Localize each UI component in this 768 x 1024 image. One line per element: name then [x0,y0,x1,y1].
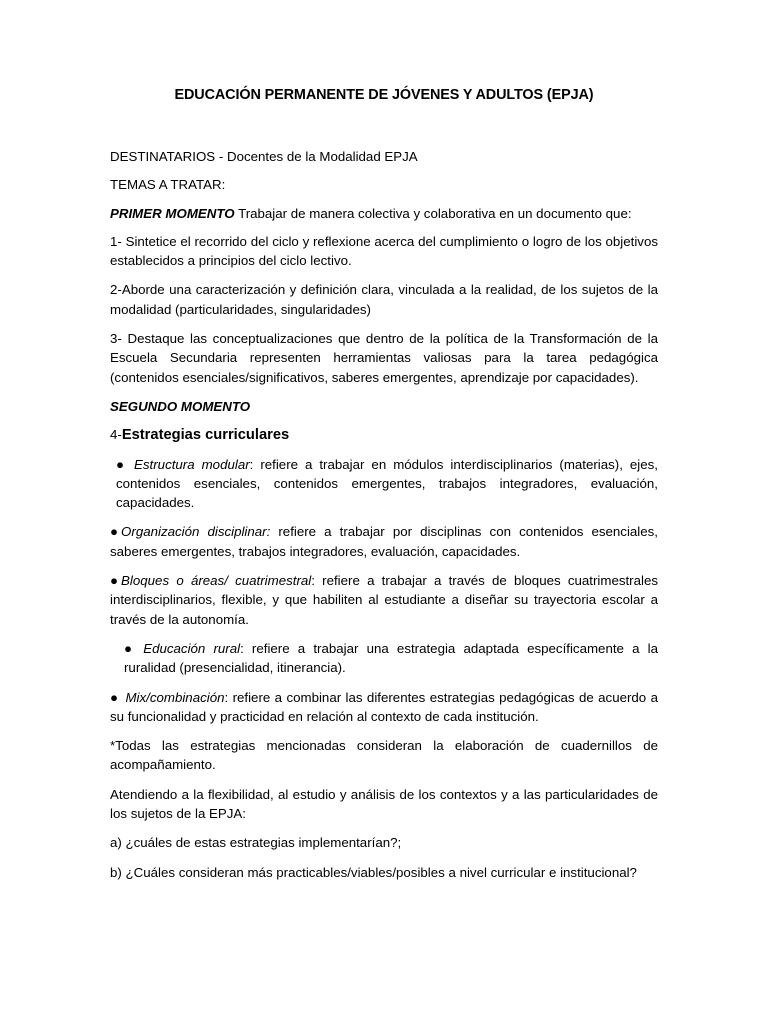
primer-momento-label: PRIMER MOMENTO [110,205,235,221]
item-3: 3- Destaque las conceptualizaciones que dentro de la política de la Transformación de la Escuela Secundaria representen herramientas valiosas para la tarea pedagógica (contenidos esenciales/significativos, saberes emergentes, aprendizaje por capacidades). [110,331,658,385]
document-title: EDUCACIÓN PERMANENTE DE JÓVENES Y ADULTOS (EPJA) [174,87,594,103]
bullet-term: Estructura modular [134,456,250,472]
bullet-text: : refiere a trabajar una estrategia adaptada específicamente a la ruralidad (presencialidad, itinerancia). [124,640,658,676]
bullet-text: : refiere a combinar las diferentes estrategias pedagógicas de acuerdo a su funcionalidad y practicidad en relación al contexto de cada institución. [110,689,658,724]
bullet-icon: ● [116,456,125,472]
bullet-term: Bloques o áreas/ cuatrimestral [121,573,312,589]
bullet-organizacion-disciplinar [110,522,658,561]
temas-line: TEMAS A TRATAR: [110,177,226,193]
bullet-text: refiere a trabajar por disciplinas con contenidos esenciales, saberes emergentes, trabajos integradores, evaluación, capacidades. [110,524,658,559]
bullet-mix-combinacion [110,688,658,727]
note-paragraph: *Todas las estrategias mencionadas consideran la elaboración de cuadernillos de acompañamiento. [110,738,658,773]
destinatarios-line: DESTINATARIOS - Docentes de la Modalidad EPJA [110,149,418,164]
bullet-estructura-modular [110,455,658,513]
bullet-term: Educación rural [143,640,241,656]
bullet-icon: ● [124,640,133,656]
bullet-text: : refiere a trabajar a través de bloques cuatrimestrales interdisciplinarios, flexible, y que habiliten al estudiante a diseñar su trayectoria escolar a través de la autonomía. [110,573,659,627]
bullet-educacion-rural [110,639,658,678]
item-1: 1- Sintetice el recorrido del ciclo y reflexione acerca del cumplimiento o logro de los objetivos establecidos a principios del ciclo lectivo. [110,233,658,269]
bullet-icon: ● [110,524,119,540]
segundo-momento-heading [110,397,658,416]
estrategias-label: Estrategias curriculares [121,427,290,444]
primer-momento-line [110,204,658,223]
atendiendo-paragraph: Atendiendo a la flexibilidad, al estudio y análisis de los contextos y a las particularidades de los sujetos de la EPJA: [110,786,658,822]
bullet-icon: ● [110,573,119,589]
item-2: 2-Aborde una caracterización y definición clara, vinculada a la realidad, de los sujetos de la modalidad (particularidades, singularidades) [110,282,658,317]
question-b: b) ¿Cuáles consideran más practicables/viables/posibles a nivel curricular e institucional? [110,864,637,880]
bullet-icon: ● [110,689,119,705]
primer-momento-text: Trabajar de manera colectiva y colaborativa en un documento que: [234,205,632,221]
bullet-text: : refiere a trabajar en módulos interdisciplinarios (materias), ejes, contenidos esenciales, contenidos emergentes, trabajos integradores, evaluación, capacidades. [116,456,658,511]
bullet-term: Mix/combinación [125,689,225,705]
segundo-momento-label: SEGUNDO MOMENTO [110,398,251,414]
estrategias-heading [110,425,658,445]
bullet-term: Organización disciplinar: [121,524,271,540]
estrategias-prefix: 4- [110,427,122,443]
bullet-bloques-areas [110,571,658,629]
question-a: a) ¿cuáles de estas estrategias implementarían?; [110,835,402,851]
